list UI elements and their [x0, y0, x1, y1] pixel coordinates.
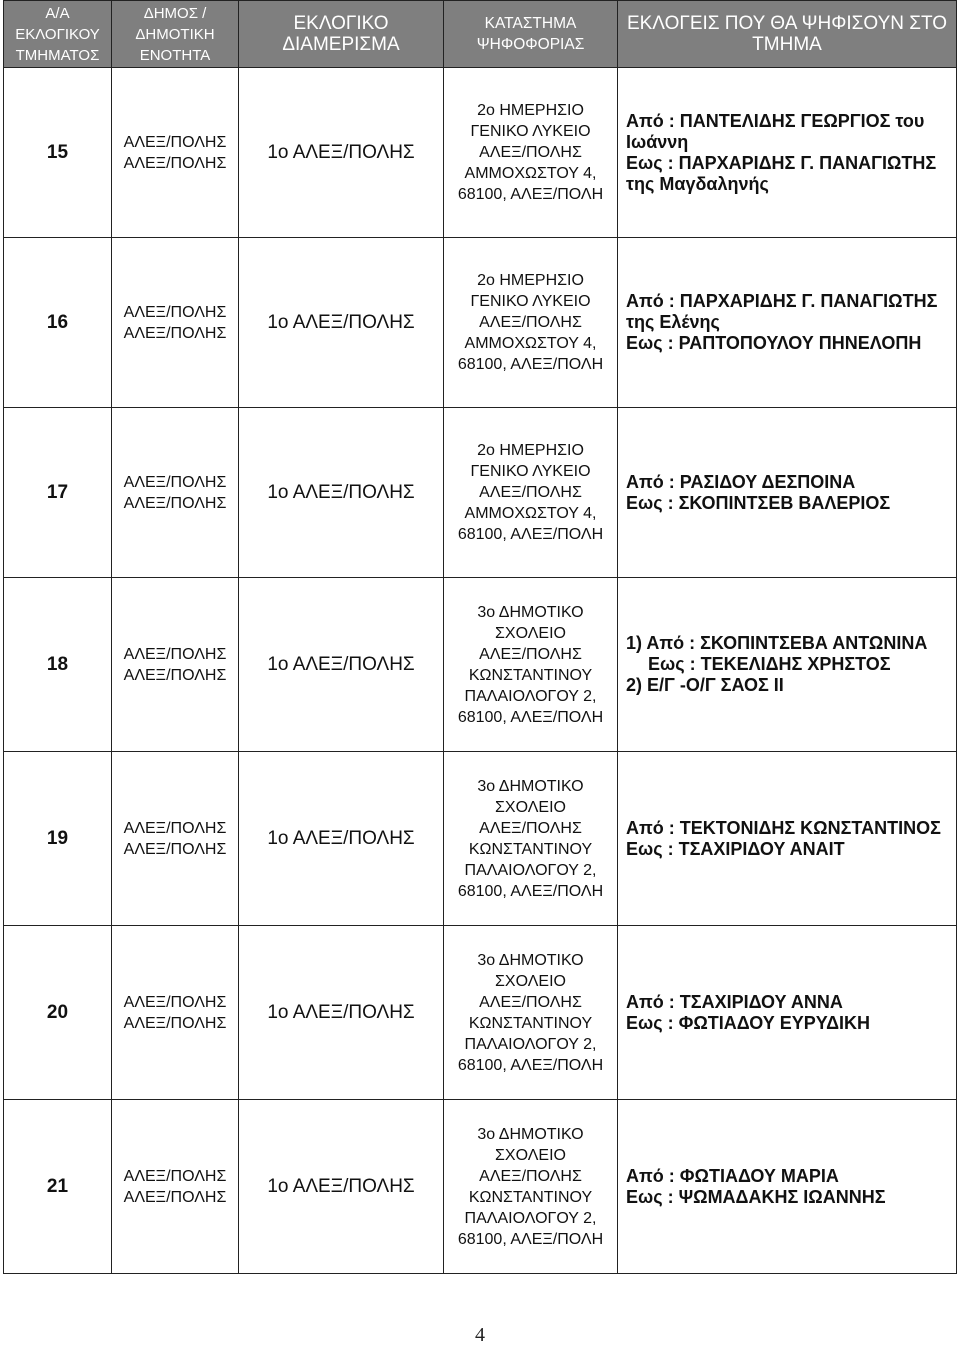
- electors-cell: [618, 752, 957, 926]
- table-row: [4, 1100, 957, 1274]
- electoral-district-cell: 1ο ΑΛΕΞ/ΠΟΛΗΣ: [239, 926, 444, 1100]
- header-line: ΕΝΟΤΗΤΑ: [139, 46, 211, 64]
- store-line: ΑΛΕΞ/ΠΟΛΗΣ: [479, 645, 582, 663]
- table-row: [4, 408, 957, 578]
- electors-cell: [618, 238, 957, 408]
- polling-station-cell: [444, 752, 618, 926]
- electors-cell: [618, 68, 957, 238]
- store-line: 3ο ΔΗΜΟΤΙΚΟ: [477, 603, 584, 621]
- table-row: [4, 752, 957, 926]
- municipality-cell: [112, 1100, 239, 1274]
- store-line: 68100, ΑΛΕΞ/ΠΟΛΗ: [457, 708, 604, 726]
- header-electors: [618, 1, 957, 68]
- municipality-line: ΑΛΕΞ/ΠΟΛΗΣ: [123, 645, 227, 663]
- electoral-district-cell: 1ο ΑΛΕΞ/ΠΟΛΗΣ: [239, 752, 444, 926]
- store-line: ΑΛΕΞ/ΠΟΛΗΣ: [479, 819, 582, 837]
- municipality-line: ΑΛΕΞ/ΠΟΛΗΣ: [123, 819, 227, 837]
- header-line: ΕΚΛΟΓΙΚΟΥ: [15, 25, 100, 43]
- store-line: ΑΛΕΞ/ΠΟΛΗΣ: [479, 484, 582, 501]
- store-line: ΣΧΟΛΕΙΟ: [495, 1146, 566, 1164]
- store-line: ΓΕΝΙΚΟ ΛΥΚΕΙΟ: [470, 463, 591, 480]
- section-number-cell: 15: [4, 68, 112, 238]
- store-line: ΑΜΜΟΧΩΣΤΟΥ 4,: [464, 505, 597, 522]
- table-row: [4, 926, 957, 1100]
- electors-line: Από : ΠΑΝΤΕΛΙΔΗΣ ΓΕΩΡΓΙΟΣ του: [626, 110, 925, 131]
- page-number: 4: [475, 1324, 485, 1346]
- store-line: 2ο ΗΜΕΡΗΣΙΟ: [477, 102, 584, 119]
- polling-station-cell: [444, 578, 618, 752]
- municipality-line: ΑΛΕΞ/ΠΟΛΗΣ: [123, 1188, 227, 1206]
- polling-station-cell: [444, 68, 618, 238]
- electors-line: Εως : ΨΩΜΑΔΑΚΗΣ ΙΩΑΝΝΗΣ: [626, 1186, 886, 1207]
- electors-line: της Μαγδαληνής: [626, 173, 769, 194]
- electors-line: 1) Από : ΣΚΟΠΙΝΤΣΕΒΑ ΑΝΤΩΝΙΝΑ: [626, 633, 928, 653]
- header-polling-station: [444, 1, 618, 68]
- electoral-district-cell: 1ο ΑΛΕΞ/ΠΟΛΗΣ: [239, 238, 444, 408]
- table-header-row: [4, 1, 957, 68]
- municipality-line: ΑΛΕΞ/ΠΟΛΗΣ: [123, 1167, 227, 1185]
- electoral-district-cell: 1ο ΑΛΕΞ/ΠΟΛΗΣ: [239, 68, 444, 238]
- electors-cell: [618, 926, 957, 1100]
- table-row: [4, 578, 957, 752]
- electoral-district-cell: 1ο ΑΛΕΞ/ΠΟΛΗΣ: [239, 578, 444, 752]
- polling-station-cell: [444, 408, 618, 578]
- municipality-line: ΑΛΕΞ/ΠΟΛΗΣ: [123, 473, 227, 491]
- municipality-cell: [112, 238, 239, 408]
- store-line: 68100, ΑΛΕΞ/ΠΟΛΗ: [457, 882, 604, 900]
- store-line: ΓΕΝΙΚΟ ΛΥΚΕΙΟ: [470, 293, 591, 310]
- header-line: ΨΗΦΟΦΟΡΙΑΣ: [476, 36, 585, 53]
- store-line: ΑΜΜΟΧΩΣΤΟΥ 4,: [464, 165, 597, 182]
- header-line: ΔΙΑΜΕΡΙΣΜΑ: [282, 34, 400, 55]
- store-line: ΑΛΕΞ/ΠΟΛΗΣ: [479, 314, 582, 331]
- electors-cell: [618, 408, 957, 578]
- electors-cell: [618, 1100, 957, 1274]
- store-line: ΑΛΕΞ/ΠΟΛΗΣ: [479, 1167, 582, 1185]
- municipality-line: ΑΛΕΞ/ΠΟΛΗΣ: [123, 840, 227, 858]
- store-line: ΑΛΕΞ/ΠΟΛΗΣ: [479, 993, 582, 1011]
- municipality-line: ΑΛΕΞ/ΠΟΛΗΣ: [123, 324, 227, 342]
- electors-line: Από : ΤΣΑΧΙΡΙΔΟΥ ΑΝΝΑ: [626, 991, 843, 1012]
- store-line: 3ο ΔΗΜΟΤΙΚΟ: [477, 951, 584, 969]
- electors-line: Από : ΠΑΡΧΑΡΙΔΗΣ Γ. ΠΑΝΑΓΙΩΤΗΣ: [626, 291, 938, 311]
- store-line: ΣΧΟΛΕΙΟ: [495, 972, 566, 990]
- store-line: ΠΑΛΑΙΟΛΟΓΟΥ 2,: [464, 687, 597, 705]
- electoral-district-cell: 1ο ΑΛΕΞ/ΠΟΛΗΣ: [239, 1100, 444, 1274]
- municipality-line: ΑΛΕΞ/ΠΟΛΗΣ: [123, 1014, 227, 1032]
- polling-station-cell: [444, 1100, 618, 1274]
- store-line: ΓΕΝΙΚΟ ΛΥΚΕΙΟ: [470, 123, 591, 140]
- electors-line: Εως : ΤΕΚΕΛΙΔΗΣ ΧΡΗΣΤΟΣ: [648, 654, 891, 674]
- table-row: [4, 68, 957, 238]
- electors-line: Από : ΤΕΚΤΟΝΙΔΗΣ ΚΩΝΣΤΑΝΤΙΝΟΣ: [626, 817, 941, 838]
- store-line: 68100, ΑΛΕΞ/ΠΟΛΗ: [457, 526, 604, 543]
- store-line: 68100, ΑΛΕΞ/ΠΟΛΗ: [457, 186, 604, 203]
- municipality-line: ΑΛΕΞ/ΠΟΛΗΣ: [123, 494, 227, 512]
- polling-station-cell: [444, 926, 618, 1100]
- municipality-line: ΑΛΕΞ/ΠΟΛΗΣ: [123, 133, 227, 151]
- polling-station-cell: [444, 238, 618, 408]
- store-line: ΠΑΛΑΙΟΛΟΓΟΥ 2,: [464, 861, 597, 879]
- table-body: [4, 68, 957, 1274]
- header-municipality: [112, 1, 239, 68]
- store-line: ΣΧΟΛΕΙΟ: [495, 624, 566, 642]
- store-line: ΚΩΝΣΤΑΝΤΙΝΟΥ: [468, 1014, 593, 1032]
- section-number-cell: 20: [4, 926, 112, 1100]
- store-line: ΚΩΝΣΤΑΝΤΙΝΟΥ: [468, 666, 593, 684]
- municipality-line: ΑΛΕΞ/ΠΟΛΗΣ: [123, 666, 227, 684]
- store-line: 2ο ΗΜΕΡΗΣΙΟ: [477, 442, 584, 459]
- electors-line: Ιωάννη: [626, 131, 689, 152]
- store-line: ΑΜΜΟΧΩΣΤΟΥ 4,: [464, 335, 597, 352]
- municipality-cell: [112, 752, 239, 926]
- electors-line: Εως : ΤΣΑΧΙΡΙΔΟΥ ΑΝΑΙΤ: [626, 838, 845, 859]
- electors-line: Εως : ΣΚΟΠΙΝΤΣΕΒ ΒΑΛΕΡΙΟΣ: [626, 492, 891, 513]
- electors-line: Εως : ΦΩΤΙΑΔΟΥ ΕΥΡΥΔΙΚΗ: [626, 1012, 871, 1033]
- store-line: ΣΧΟΛΕΙΟ: [495, 798, 566, 816]
- store-line: 2ο ΗΜΕΡΗΣΙΟ: [477, 272, 584, 289]
- electoral-district-cell: 1ο ΑΛΕΞ/ΠΟΛΗΣ: [239, 408, 444, 578]
- electors-line: Από : ΡΑΣΙΔΟΥ ΔΕΣΠΟΙΝΑ: [626, 471, 856, 492]
- section-number-cell: 18: [4, 578, 112, 752]
- municipality-line: ΑΛΕΞ/ΠΟΛΗΣ: [123, 993, 227, 1011]
- electors-line: της Ελένης: [626, 312, 720, 332]
- header-line: ΚΑΤΑΣΤΗΜΑ: [484, 15, 577, 32]
- section-number-cell: 19: [4, 752, 112, 926]
- header-line: ΔΗΜΟΤΙΚΗ: [135, 25, 215, 43]
- header-line: Α/Α: [45, 4, 70, 22]
- header-line: ΤΜΗΜΑΤΟΣ: [15, 46, 100, 64]
- header-line: ΕΚΛΟΓΙΚΟ: [293, 13, 389, 34]
- store-line: ΚΩΝΣΤΑΝΤΙΝΟΥ: [468, 840, 593, 858]
- electors-line: 2) Ε/Γ -Ο/Γ ΣΑΟΣ ΙΙ: [626, 675, 784, 695]
- store-line: ΚΩΝΣΤΑΝΤΙΝΟΥ: [468, 1188, 593, 1206]
- municipality-line: ΑΛΕΞ/ΠΟΛΗΣ: [123, 154, 227, 172]
- municipality-cell: [112, 408, 239, 578]
- store-line: ΠΑΛΑΙΟΛΟΓΟΥ 2,: [464, 1035, 597, 1053]
- header-section-number: [4, 1, 112, 68]
- header-electoral-district: [239, 1, 444, 68]
- section-number-cell: 21: [4, 1100, 112, 1274]
- municipality-line: ΑΛΕΞ/ΠΟΛΗΣ: [123, 303, 227, 321]
- table-row: [4, 238, 957, 408]
- electors-line: Εως : ΡΑΠΤΟΠΟΥΛΟΥ ΠΗΝΕΛΟΠΗ: [626, 333, 922, 353]
- municipality-cell: [112, 68, 239, 238]
- polling-stations-table: [3, 0, 957, 1274]
- store-line: ΠΑΛΑΙΟΛΟΓΟΥ 2,: [464, 1209, 597, 1227]
- store-line: 3ο ΔΗΜΟΤΙΚΟ: [477, 1125, 584, 1143]
- store-line: 3ο ΔΗΜΟΤΙΚΟ: [477, 777, 584, 795]
- electors-cell: [618, 578, 957, 752]
- header-line: ΤΜΗΜΑ: [752, 34, 822, 55]
- header-line: ΔΗΜΟΣ /: [143, 4, 207, 22]
- electors-line: Εως : ΠΑΡΧΑΡΙΔΗΣ Γ. ΠΑΝΑΓΙΩΤΗΣ: [626, 152, 937, 173]
- municipality-cell: [112, 926, 239, 1100]
- store-line: 68100, ΑΛΕΞ/ΠΟΛΗ: [457, 356, 604, 373]
- header-line: ΕΚΛΟΓΕΙΣ ΠΟΥ ΘΑ ΨΗΦΙΣΟΥΝ ΣΤΟ: [626, 13, 948, 34]
- section-number-cell: 17: [4, 408, 112, 578]
- municipality-cell: [112, 578, 239, 752]
- store-line: 68100, ΑΛΕΞ/ΠΟΛΗ: [457, 1230, 604, 1248]
- store-line: 68100, ΑΛΕΞ/ΠΟΛΗ: [457, 1056, 604, 1074]
- electors-line: Από : ΦΩΤΙΑΔΟΥ ΜΑΡΙΑ: [626, 1165, 839, 1186]
- store-line: ΑΛΕΞ/ΠΟΛΗΣ: [479, 144, 582, 161]
- section-number-cell: 16: [4, 238, 112, 408]
